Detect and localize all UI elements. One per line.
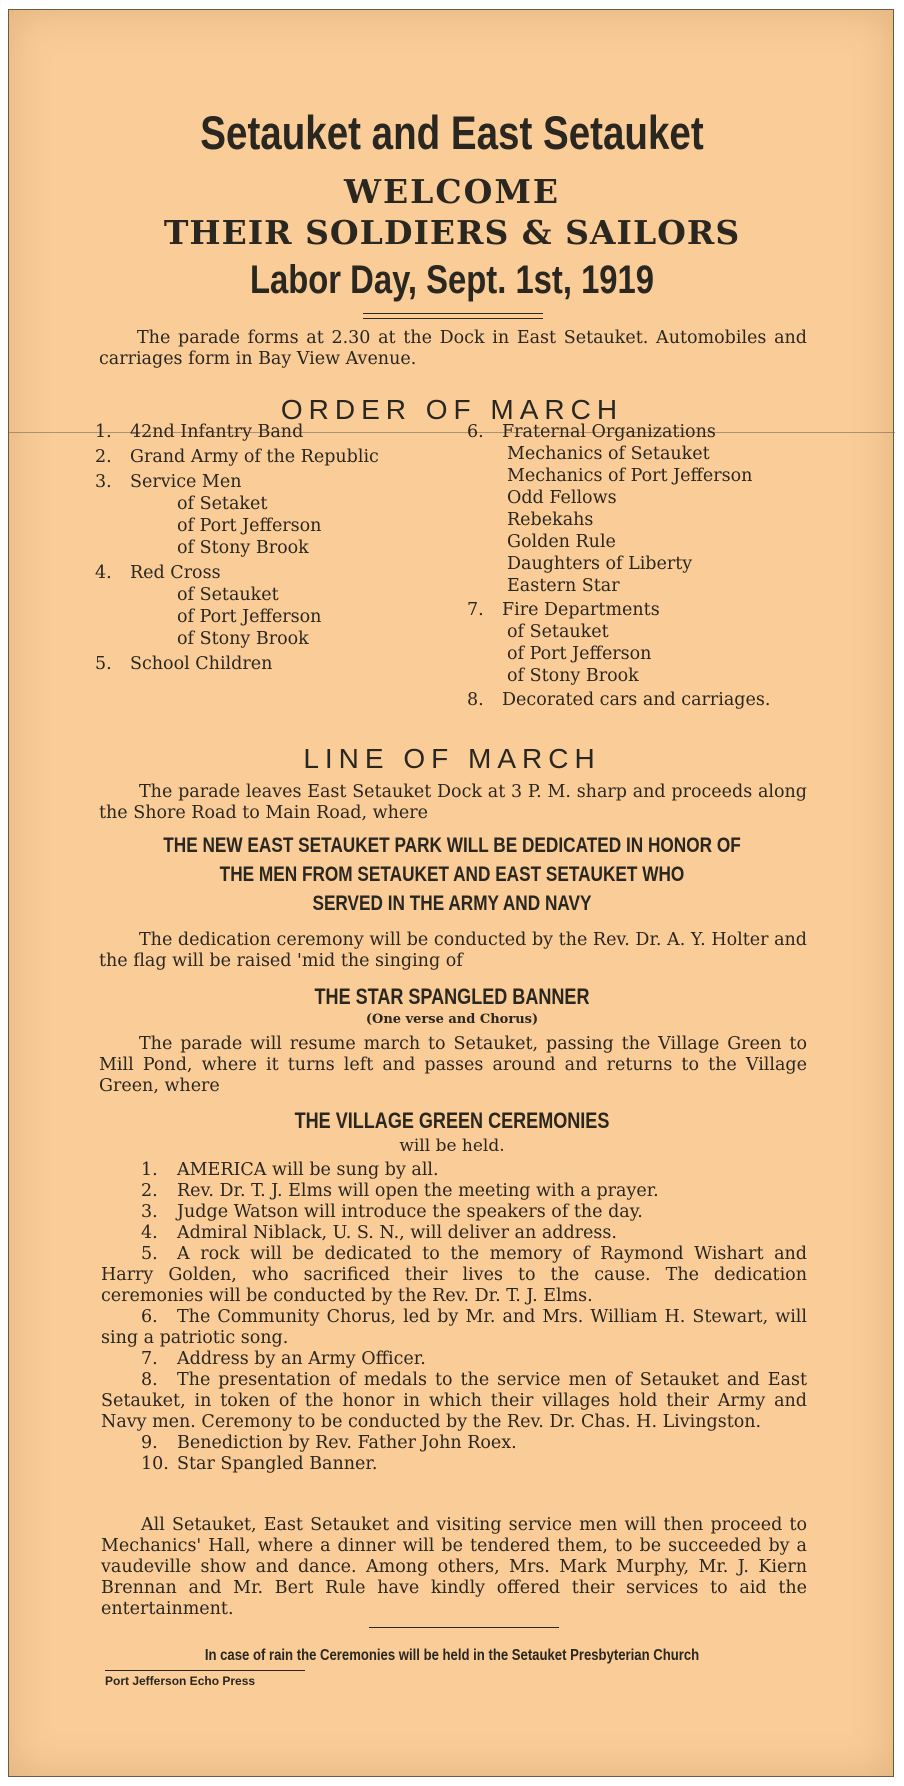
ceremony-item — [101, 1370, 807, 1433]
printer-rule — [105, 1670, 305, 1671]
ceremony-item-number: 8. — [141, 1370, 158, 1390]
anthem-heading: THE STAR SPANGLED BANNER — [314, 984, 590, 1009]
order-item-number: 7. — [467, 600, 484, 620]
order-item-number: 4. — [95, 563, 112, 583]
ceremony-item — [101, 1433, 807, 1454]
order-sub-item: Odd Fellows — [507, 488, 617, 508]
order-sub-item: Mechanics of Port Jefferson — [507, 466, 753, 486]
order-item-number: 2. — [95, 447, 112, 467]
order-sub-item: of Stony Brook — [507, 666, 639, 686]
ceremony-item-number: 1. — [141, 1160, 158, 1180]
ceremony-item-text: Judge Watson will introduce the speakers of the day. — [177, 1202, 643, 1222]
order-item-label: School Children — [130, 654, 273, 674]
order-left-column — [95, 422, 455, 679]
closing-paragraph: All Setauket, East Setauket and visiting service men will then proceed to Mechanics' Hall, where a dinner will be tendered them, to be succeeded by a vaudeville show and dance. Among others, Mrs. Mark Murphy, Mr. J. Kiern Brennan and Mr. Bert Rule have kindly offered their services to aid the entertainment. — [101, 1515, 807, 1619]
ceremony-item-text: Star Spangled Banner. — [177, 1454, 378, 1474]
order-item — [95, 563, 455, 650]
ceremony-item — [101, 1223, 807, 1244]
resume-paragraph: The parade will resume march to Setauket, passing the Village Green to Mill Pond, where it turns left and passes around and returns to the Village Green, where — [99, 1034, 807, 1096]
poster-title-wrap — [9, 105, 895, 160]
poster-sheet — [8, 9, 894, 1777]
date-heading: Labor Day, Sept. 1st, 1919 — [249, 258, 655, 302]
ceremony-item-number: 2. — [141, 1181, 158, 1201]
order-item-label: Grand Army of the Republic — [130, 447, 379, 467]
intro-paragraph: The parade forms at 2.30 at the Dock in East Setauket. Automobiles and carriages form in Bay View Avenue. — [99, 328, 807, 369]
order-item-label: Service Men — [130, 472, 242, 492]
park-line-2-wrap — [9, 863, 895, 887]
ceremony-item-text: Benediction by Rev. Father John Roex. — [177, 1433, 517, 1453]
order-item-number: 3. — [95, 472, 112, 492]
order-sub-item: of Port Jefferson — [507, 644, 652, 664]
order-item — [467, 600, 797, 687]
ceremony-item-number: 3. — [141, 1202, 158, 1222]
ceremony-item-number: 4. — [141, 1223, 158, 1243]
order-item — [467, 422, 797, 597]
order-sub-item: Rebekahs — [507, 510, 594, 530]
order-sub-item: of Setaket — [177, 494, 268, 514]
closing-rule — [369, 1627, 559, 1628]
park-line-3-wrap — [9, 892, 895, 916]
green-subheading: will be held. — [399, 1136, 505, 1156]
park-line-3: SERVED IN THE ARMY AND NAVY — [312, 892, 592, 915]
date-heading-wrap — [9, 258, 895, 303]
order-item — [95, 422, 455, 443]
order-item-label: 42nd Infantry Band — [130, 422, 304, 442]
order-sub-item: of Stony Brook — [177, 629, 309, 649]
order-item-number: 8. — [467, 690, 484, 710]
order-sub-item: of Setauket — [177, 585, 279, 605]
order-item-label: Decorated cars and carriages. — [502, 690, 771, 710]
ceremony-item-number: 6. — [141, 1307, 158, 1327]
ceremony-item-text: Rev. Dr. T. J. Elms will open the meeting with a prayer. — [177, 1181, 659, 1201]
poster-title: Setauket and East Setauket — [200, 106, 704, 159]
order-item-number: 1. — [95, 422, 112, 442]
rain-note-wrap — [9, 1647, 895, 1665]
order-item-number: 5. — [95, 654, 112, 674]
green-heading-wrap — [9, 1108, 895, 1134]
order-item-label: Fraternal Organizations — [502, 422, 716, 442]
order-sub-item: Eastern Star — [507, 576, 620, 596]
ceremony-item-number: 5. — [141, 1244, 158, 1264]
printer-credit: Port Jefferson Echo Press — [105, 1674, 256, 1688]
soldiers-heading: THEIR SOLDIERS & SAILORS — [163, 213, 741, 252]
line-paragraph: The parade leaves East Setauket Dock at 3 P. M. sharp and proceeds along the Shore Road to Main Road, where — [99, 782, 807, 823]
ceremony-item-number: 9. — [141, 1433, 158, 1453]
order-sub-item: of Port Jefferson — [177, 607, 322, 627]
ceremony-item-text: Address by an Army Officer. — [177, 1349, 426, 1369]
ceremony-item-text: The Community Chorus, led by Mr. and Mrs. William H. Stewart, will sing a patriotic song. — [101, 1307, 807, 1348]
order-item — [95, 472, 455, 559]
line-heading: LINE OF MARCH — [303, 743, 601, 774]
rain-note: In case of rain the Ceremonies will be held in the Setauket Presbyterian Church — [204, 1647, 700, 1664]
anthem-note: (One verse and Chorus) — [365, 1012, 539, 1027]
header-rule-bottom — [363, 318, 543, 319]
order-sub-item: Daughters of Liberty — [507, 554, 693, 574]
green-heading: THE VILLAGE GREEN CEREMONIES — [294, 1108, 610, 1133]
order-item — [95, 654, 455, 675]
ceremony-item — [101, 1454, 807, 1475]
ceremony-item-number: 10. — [141, 1454, 169, 1474]
dedication-paragraph: The dedication ceremony will be conducted by the Rev. Dr. A. Y. Holter and the flag will be raised 'mid the singing of — [99, 930, 807, 971]
order-sub-item: Mechanics of Setauket — [507, 444, 710, 464]
order-sub-item: Golden Rule — [507, 532, 616, 552]
green-list — [101, 1160, 807, 1475]
ceremony-item-number: 7. — [141, 1349, 158, 1369]
ceremony-item-text: AMERICA will be sung by all. — [177, 1160, 439, 1180]
park-line-1: THE NEW EAST SETAUKET PARK WILL BE DEDICATED IN HONOR OF — [163, 834, 741, 857]
order-item — [95, 447, 455, 468]
welcome-heading: WELCOME — [343, 172, 561, 211]
ceremony-item — [101, 1160, 807, 1181]
order-right-column — [467, 422, 797, 714]
ceremony-item-text: Admiral Niblack, U. S. N., will deliver an address. — [177, 1223, 617, 1243]
park-line-1-wrap — [9, 834, 895, 858]
header-rule-top — [363, 313, 543, 314]
ceremony-item — [101, 1307, 807, 1349]
order-heading: ORDER OF MARCH — [280, 394, 624, 425]
ceremony-item — [101, 1349, 807, 1370]
order-sub-item: of Setauket — [507, 622, 609, 642]
order-sub-item: of Port Jefferson — [177, 516, 322, 536]
ceremony-item — [101, 1244, 807, 1307]
anthem-heading-wrap — [9, 984, 895, 1010]
ceremony-item — [101, 1181, 807, 1202]
ceremony-item-text: The presentation of medals to the service men of Setauket and East Setauket, in token of the honor in which their villages hold their Army and Navy men. Ceremony to be conducted by the Rev. Dr. Chas. H. Livingston. — [101, 1370, 807, 1432]
order-item-number: 6. — [467, 422, 484, 442]
order-item — [467, 690, 797, 711]
order-item-label: Fire Departments — [502, 600, 660, 620]
order-item-label: Red Cross — [130, 563, 221, 583]
ceremony-item-text: A rock will be dedicated to the memory of Raymond Wishart and Harry Golden, who sacrificed their lives to the cause. The dedication ceremonies will be conducted by the Rev. Dr. T. J. Elms. — [101, 1244, 807, 1306]
park-line-2: THE MEN FROM SETAUKET AND EAST SETAUKET WHO — [219, 863, 685, 886]
ceremony-item — [101, 1202, 807, 1223]
order-sub-item: of Stony Brook — [177, 538, 309, 558]
